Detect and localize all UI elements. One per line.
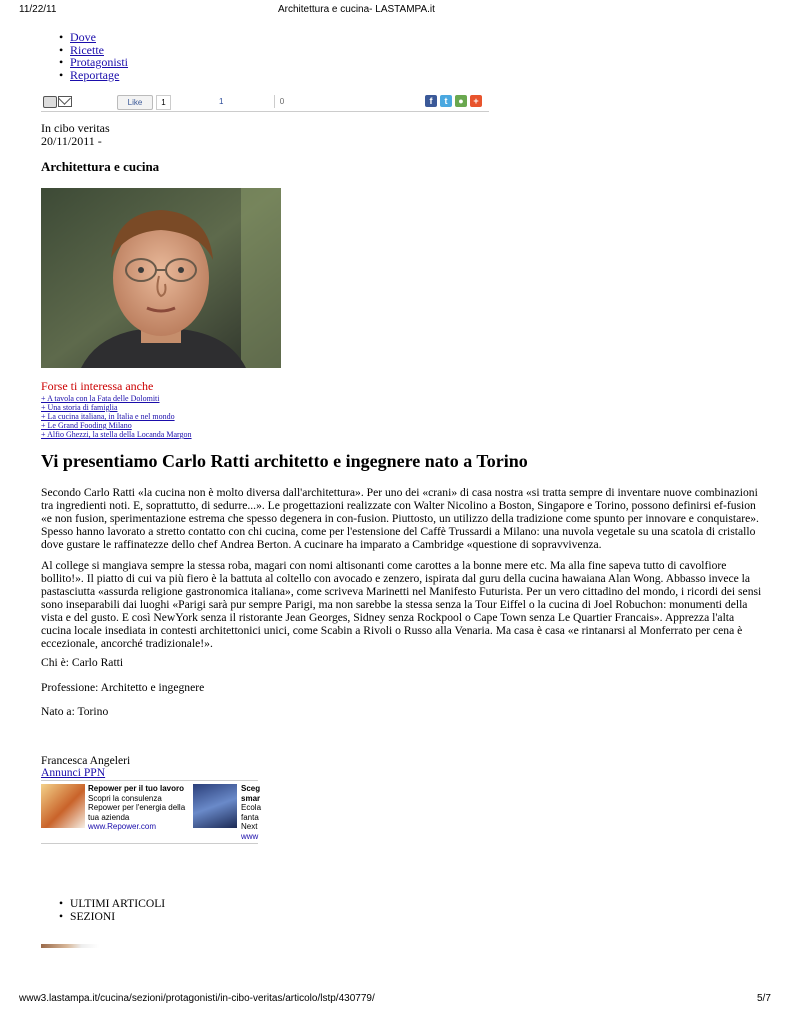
article-paragraph: Al college si mangiava sempre la stessa roba, magari con nomi altisonanti come carottes a la bonne mere etc. Ma alla fine sapeva tutto di cavolfiore bollito!». Il piatto di cui va più fiero è la battuta al coltello con avocado e zenzero, ispirata dal guru della cucina hawaiana Alan Wong. Abbasso invece la pastasciutta «assurda religione gastronomica italiana», come scriveva Marinetti nel Manifesto Futurista. Per un vero cittadino del mondo, i ricordi dei sensi sono inseparabili dai luoghi «Parigi sarà pur sempre Parigi, ma non sarebbe la stessa senza la Tour Eiffel o la cucina di Joel Robuchon: monumenti della vista e del gusto. E così NewYork senza il ristorante Jean Georges, Sidney senza Rockpool o Cape Town senza Le Quartier Francais». Apprezza l'alta cucina locale insediata in contesti architettonici unici, come Scabin a Rivoli o Russo alla Venaria. Ma casa è casa «e rintanarsi al Monferrato per cena è eccezionale, ancorché tradizionale!». xyxy=(41,559,762,650)
ad-title[interactable]: smar xyxy=(241,793,261,803)
profile-who: Chi è: Carlo Ratti xyxy=(41,656,124,669)
ad-url[interactable]: www xyxy=(241,831,259,841)
related-links xyxy=(41,394,192,439)
article-date: 20/11/2011 - xyxy=(41,134,102,148)
ad-image[interactable] xyxy=(41,784,85,828)
ad-body: Ecola xyxy=(241,803,262,812)
nav-link-reportage[interactable]: Reportage xyxy=(70,67,120,82)
related-heading: Forse ti interessa anche xyxy=(41,379,154,393)
mail-icon[interactable] xyxy=(58,96,72,107)
related-link[interactable]: + A tavola con la Fata delle Dolomiti xyxy=(41,394,160,403)
ad-body: fanta xyxy=(241,812,259,822)
print-page-number: 5/7 xyxy=(757,993,771,1004)
article-author: Francesca Angeleri xyxy=(41,754,131,767)
ad-url[interactable]: www.Repower.com xyxy=(88,822,157,831)
like-count: 1 xyxy=(156,95,171,110)
share-bar xyxy=(41,94,489,112)
profile-profession: Professione: Architetto e ingegnere xyxy=(41,681,205,694)
related-link[interactable]: + Una storia di famiglia xyxy=(41,403,118,412)
ads-label-link[interactable]: Annunci PPN xyxy=(41,766,106,779)
print-icon[interactable] xyxy=(43,96,57,108)
ad-text[interactable] xyxy=(241,784,281,841)
article-kicker-block xyxy=(41,122,110,148)
article-photo xyxy=(41,188,281,368)
ad-body: Scopri la consulenza Repower per l'energia della tua azienda xyxy=(88,793,186,822)
article-kicker: In cibo veritas xyxy=(41,121,110,135)
related-link[interactable]: + Le Grand Fooding Milano xyxy=(41,421,132,430)
ads-block xyxy=(41,780,262,844)
facebook-icon[interactable]: f xyxy=(425,95,437,107)
profile-born: Nato a: Torino xyxy=(41,705,109,718)
delicious-icon[interactable]: ● xyxy=(455,95,467,107)
nav-link-dove[interactable]: Dove xyxy=(70,30,96,44)
nav-link-ricette[interactable]: Ricette xyxy=(70,42,104,57)
thumbnail-image xyxy=(41,944,99,948)
ad-image[interactable] xyxy=(193,784,237,828)
add-share-icon[interactable]: + xyxy=(470,95,482,107)
like-button[interactable]: Like xyxy=(117,95,153,110)
related-link[interactable]: + Alfio Ghezzi, la stella della Locanda Margon xyxy=(41,430,192,439)
ad-title[interactable]: Sceg xyxy=(241,784,261,793)
print-url: www3.lastampa.it/cucina/sezioni/protagonisti/in-cibo-veritas/articolo/lstp/430779/ xyxy=(19,993,375,1004)
section-title: Architettura e cucina xyxy=(41,159,160,174)
related-link[interactable]: + La cucina italiana, in Italia e nel mondo xyxy=(41,412,175,421)
bottom-sections xyxy=(70,898,165,923)
nav-link-protagonisti[interactable]: Protagonisti xyxy=(70,55,129,69)
section-ultimi-articoli[interactable]: • ULTIMI ARTICOLI xyxy=(70,898,165,911)
print-title: Architettura e cucina- LASTAMPA.it xyxy=(278,4,435,15)
section-nav xyxy=(70,31,128,81)
share-count: 1 xyxy=(219,97,224,106)
twitter-icon[interactable]: t xyxy=(440,95,452,107)
print-date: 11/22/11 xyxy=(19,4,57,15)
ad-body: Next xyxy=(241,822,258,831)
article-paragraph: Secondo Carlo Ratti «la cucina non è molto diversa dall'architettura». Per uno dei «crani» di casa nostra «si tratta sempre di inventare nuove combinazioni tra ingredienti noti. E, soprattutto, di sedurre...». Le progettazioni realizzate con Walter Nicolino a Boston, Singapore e Torino, possono definirsi ef-fusion «e non fusion, sperimentazione estrema che spesso degenera in con-fusion. Piuttosto, un utilizzo della tradizione come spunto per innovare e conquistare». Spesso hanno lavorato a stretto contatto con chi cucina, come per l'estensione del Caffè Trussardi a Milano: una nuvola vegetale su una scatola di cristallo dove gustare le raffinatezze dello chef Andrea Berton. A cucinare ha imparato a Cambridge «questione di sopravvivenza. xyxy=(41,486,759,551)
section-sezioni[interactable]: • SEZIONI xyxy=(70,911,165,924)
ad-text[interactable] xyxy=(88,784,188,832)
article-headline: Vi presentiamo Carlo Ratti architetto e ingegnere nato a Torino xyxy=(41,451,528,471)
ad-title[interactable]: Repower per il tuo lavoro xyxy=(88,784,185,793)
other-count: 0 xyxy=(274,95,289,108)
